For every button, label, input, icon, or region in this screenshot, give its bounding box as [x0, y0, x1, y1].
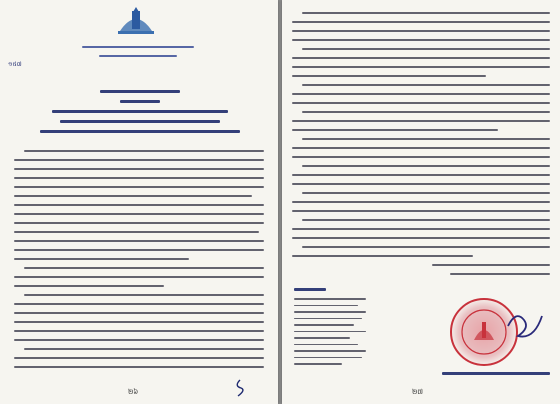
- royal-emblem-icon: [114, 5, 158, 37]
- body-text-right: [292, 12, 550, 264]
- recipients-list: [294, 288, 374, 370]
- margin-note: ១៥៧: [8, 61, 22, 68]
- page-number-right: ២៧: [412, 388, 424, 396]
- date-lines: [432, 264, 550, 282]
- initial-mark-icon: [232, 378, 248, 398]
- body-text-left: [14, 150, 264, 375]
- kingdom-header: [82, 46, 194, 64]
- document-title: [40, 90, 240, 140]
- document-page-left: [0, 0, 278, 404]
- document-page-right: [282, 0, 560, 404]
- signature-mark: [504, 306, 546, 346]
- signatory-name: [442, 372, 550, 382]
- page-number-left: ២៦: [128, 388, 139, 396]
